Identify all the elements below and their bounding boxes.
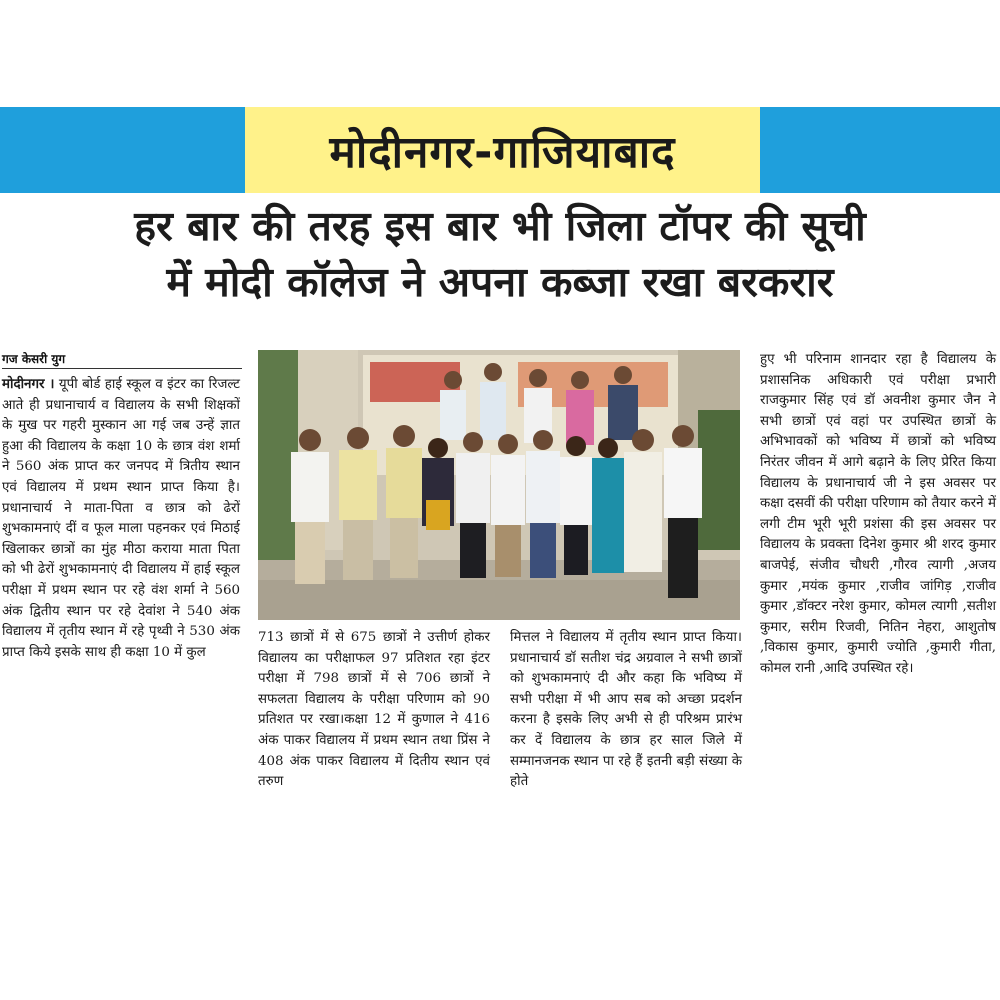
article-text-3: मित्तल ने विद्यालय में तृतीय स्थान प्राप्त किया।प्रधानाचार्य डॉ सतीश चंद्र अग्रवाल ने सभी छात्रों को शुभकामनाएं दी और कहा कि भविष्य में सभी परीक्षा में भी आप सब को अच्छा प्रदर्शन करना है इसके लिए अभी से ही परिश्रम प्रारंभ कर दें विद्यालय के छात्र हर साल जिले में सम्मानजनक स्थान पा रहे हैं इतनी बड़ी संख्या के होते <box>510 630 742 790</box>
article-text-2: 713 छात्रों में से 675 छात्रों ने उत्तीर्ण होकर विद्यालय का परीक्षाफल 97 प्रतिशत रहा इंटर परीक्षा में 798 छात्रों में से 706 छात्रों ने सफलता विद्यालय के परीक्षा परिणाम को 90 प्रतिशत पर रखा।कक्षा 12 में कुणाल ने 416 अंक पाकर विद्यालय में प्रथम स्थान तथा प्रिंस ने 408 अंक पाकर विद्यालय में दितीय स्थान एवं तरुण <box>258 630 490 790</box>
article-column-2 <box>258 628 490 793</box>
dateline: मोदीनगर । <box>2 376 55 392</box>
banner-strip-right <box>760 107 1000 193</box>
byline: गज केसरी युग <box>2 350 242 369</box>
article-column-4 <box>760 350 996 680</box>
banner-strip-left <box>0 107 245 193</box>
group-photo <box>258 350 740 620</box>
headline <box>0 198 1000 310</box>
article-column-3 <box>510 628 742 793</box>
headline-line-2: में मोदी कॉलेज ने अपना कब्जा रखा बरकरार <box>166 258 834 306</box>
place-banner <box>245 107 760 193</box>
article-text-1: यूपी बोर्ड हाई स्कूल व इंटर का रिजल्ट आते ही प्रधानाचार्य व विद्यालय के सभी शिक्षकों के मुख पर गहरी मुस्कान आ गई जब उन्हें ज्ञात हुआ की विद्यालय के कक्षा 10 के छात्र वंश शर्मा ने 560 अंक प्राप्त कर जनपद में त्रितीय स्थान एवं विद्यालय में प्रथम स्थान प्राप्त किया है। प्रधानाचार्य ने माता-पिता व छात्र को ढेरों शुभकामनाएं दीं व फूल माला पहनकर एवं मिठाई खिलाकर छात्रों का मुंह मीठा कराया माता पिता को भी ढेरों शुभकामनाएं दी विद्यालय में हाई स्कूल परीक्षा में प्रथम स्थान पर रहे वंश शर्मा ने 560 अंक द्वितीय स्थान पर रहे देवांश ने 540 अंक विद्यालय में तृतीय स्थान में रहे पृथ्वी ने 530 अंक प्राप्त किये इसके साथ ही कक्षा 10 में कुल <box>2 377 241 660</box>
headline-line-1: हर बार की तरह इस बार भी जिला टॉपर की सूची <box>134 202 866 250</box>
article-column-1 <box>2 374 240 884</box>
place-title: मोदीनगर-गाजियाबाद <box>329 127 676 178</box>
article-text-4: हुए भी परिनाम शानदार रहा है विद्यालय के प्रशासनिक अधिकारी एवं परीक्षा प्रभारी राजकुमार सिंह एवं डॉ अवनीश कुमार जैन ने सभी छात्रों एवं वहां पर उपस्थित छात्रों के अभिभावकों को भविष्य में छात्रों को भविष्य निरंतर जीवन में आगे बढ़ाने के लिए प्रेरित किया विद्यालय के प्रधानाचार्य जी ने इस अवसर पर कक्षा दसवीं की परीक्षा परिणाम को तैयार करने में लगी टीम भूरी भूरी प्रशंसा की इस अवसर पर विद्यालय के प्रवक्ता दिनेश कुमार श्री शरद कुमार बाजपेई, संजीव चौधरी ,गौरव त्यागी ,अजय कुमार ,मयंक कुमार ,राजीव जांगिड़ ,राजीव कुमार ,डॉक्टर नरेश कुमार, कोमल त्यागी ,सतीश कुमार, सरीम रिजवी, नितिन नेहरा, आशुतोष ,विकास कुमार, कुमारी ज्योति ,कुमारी गीता, कोमल रानी ,आदि उपस्थित रहे। <box>760 352 996 676</box>
